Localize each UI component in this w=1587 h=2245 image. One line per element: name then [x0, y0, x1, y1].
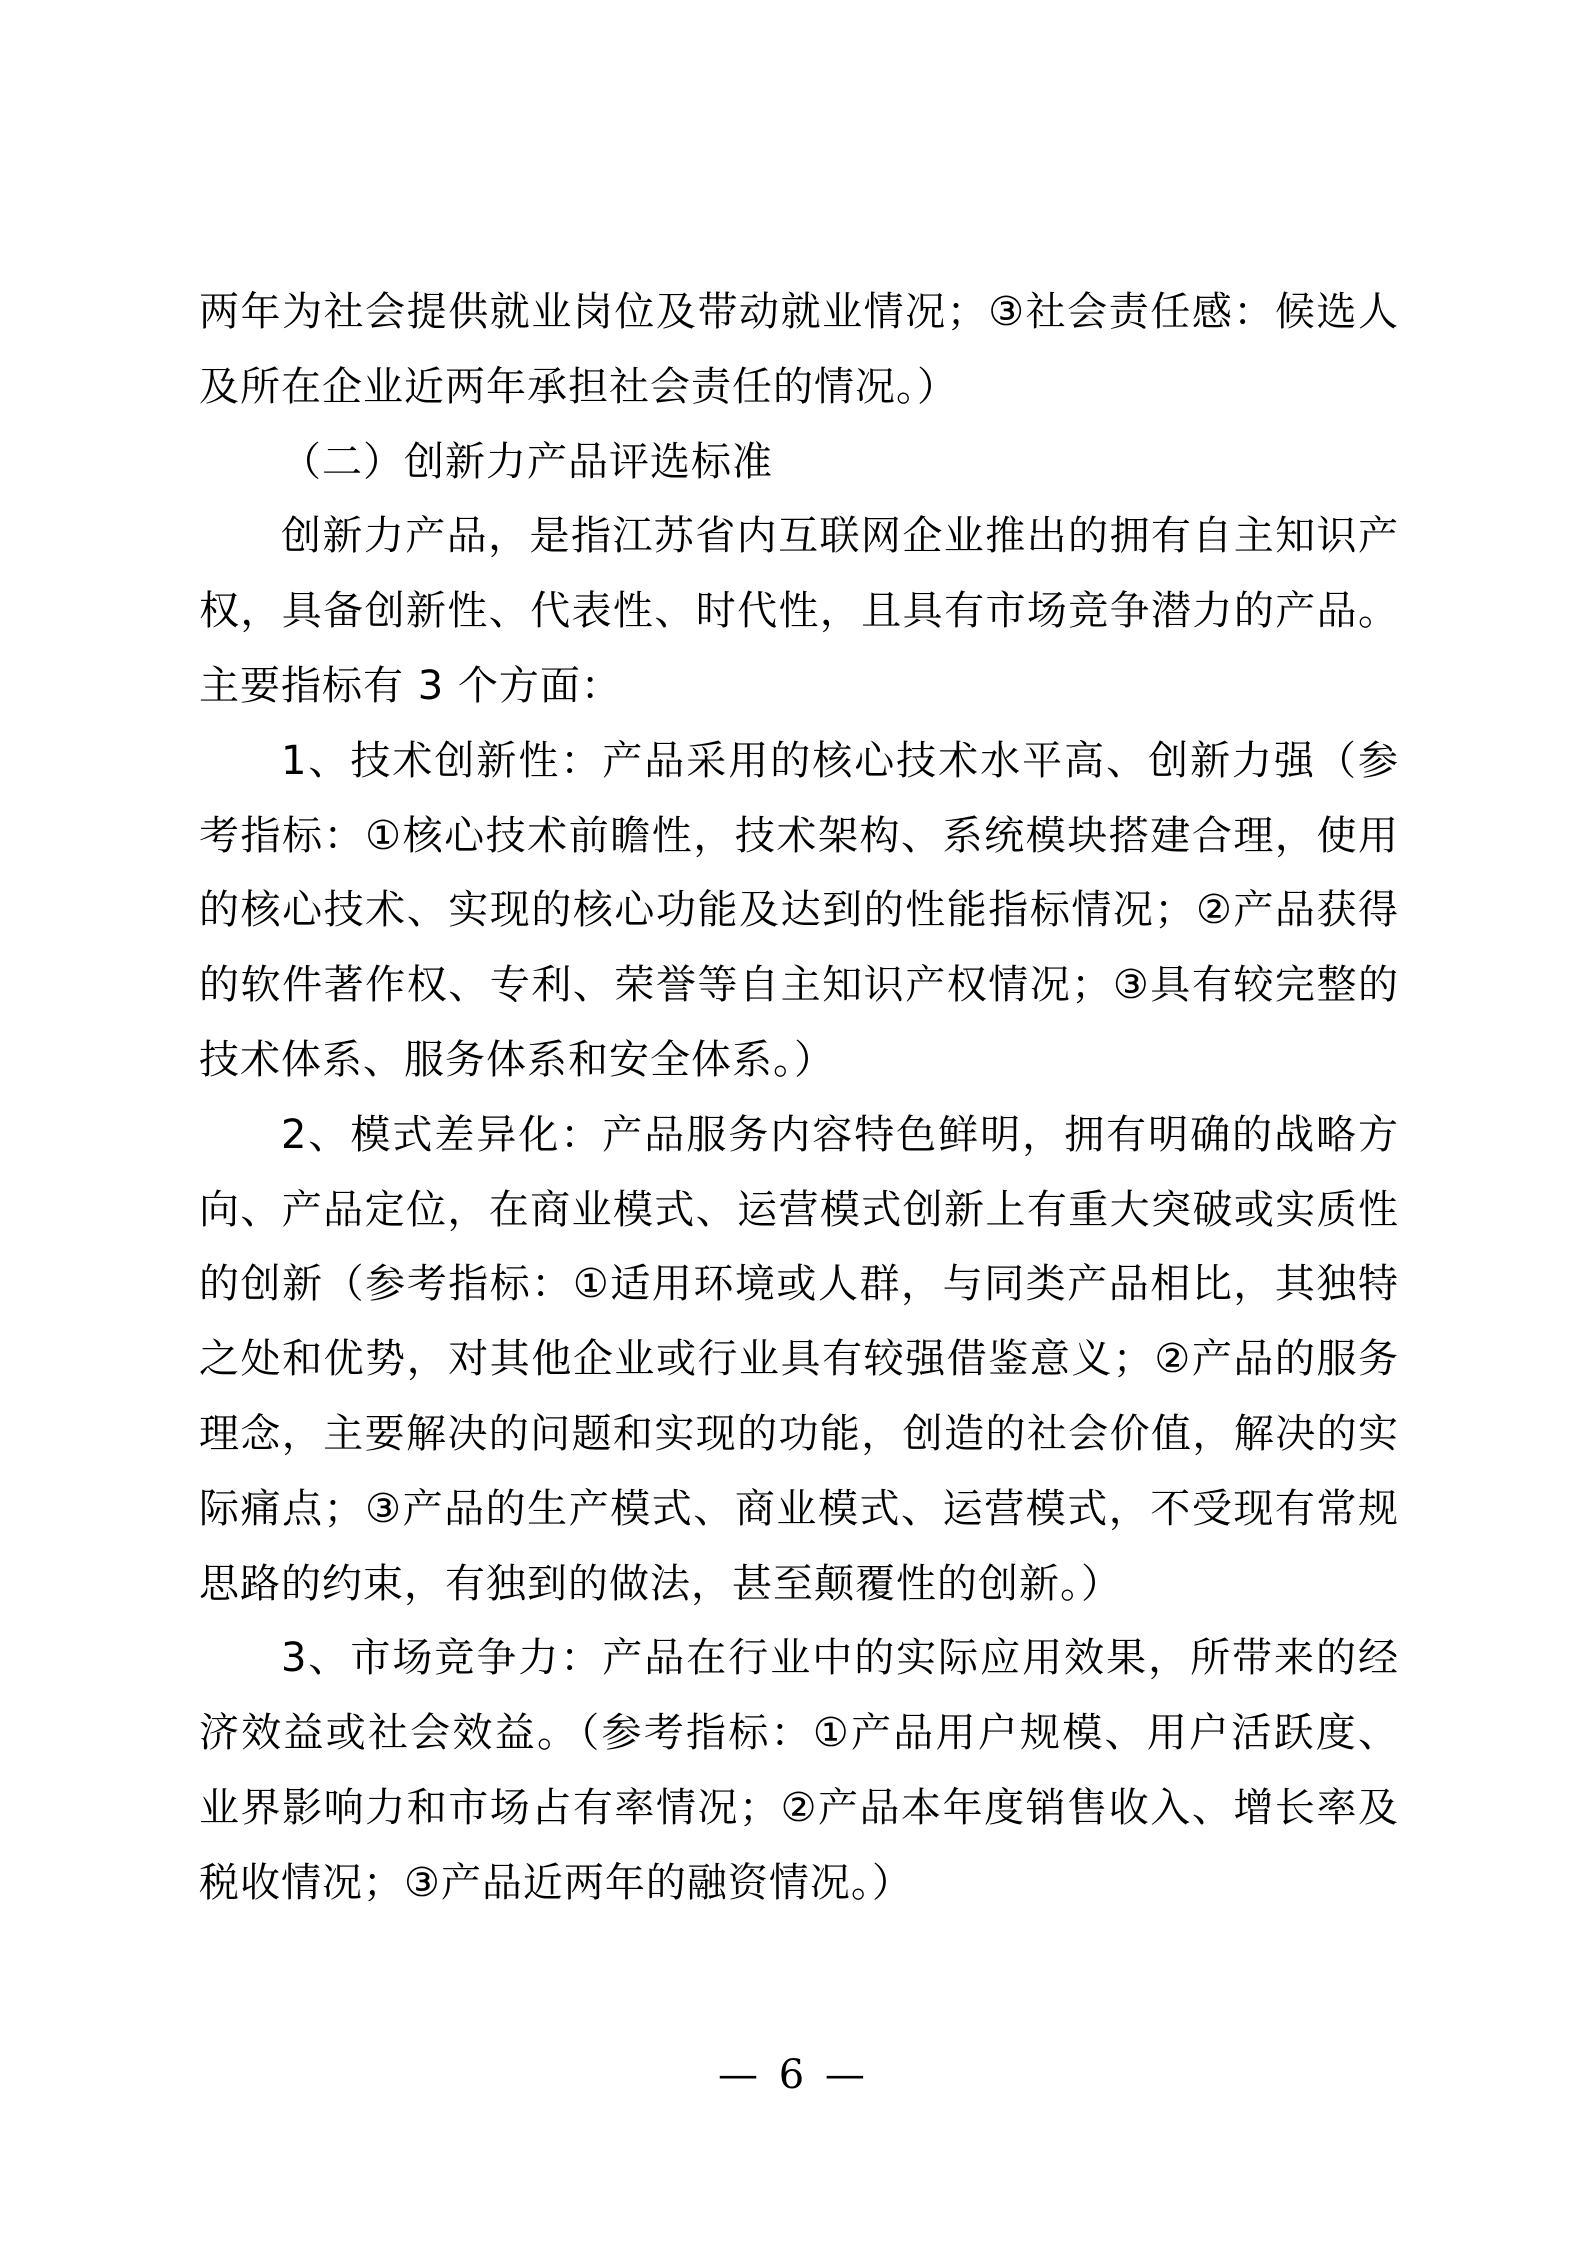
paragraph-criterion-3: 3、市场竞争力：产品在行业中的实际应用效果，所带来的经济效益或社会效益。（参考指标：①产品用户规模、用户活跃度、业界影响力和市场占有率情况；②产品本年度销售收入、增长率及税收情况；③产品近两年的融资情况。）	[199, 1635, 1399, 1906]
section-heading: （二）创新力产品评选标准	[281, 438, 773, 485]
document-body	[199, 275, 1399, 1921]
paragraph-definition: 创新力产品，是指江苏省内互联网企业推出的拥有自主知识产权，具备创新性、代表性、时代性，且具有市场竞争潜力的产品。主要指标有 3 个方面：	[199, 513, 1399, 709]
paragraph-continuation: 两年为社会提供就业岗位及带动就业情况；③社会责任感：候选人及所在企业近两年承担社会责任的情况。）	[199, 289, 1399, 410]
paragraph-criterion-2: 2、模式差异化：产品服务内容特色鲜明，拥有明确的战略方向、产品定位，在商业模式、运营模式创新上有重大突破或实质性的创新（参考指标：①适用环境或人群，与同类产品相比，其独特之处和优势，对其他企业或行业具有较强借鉴意义；②产品的服务理念，主要解决的问题和实现的功能，创造的社会价值，解决的实际痛点；③产品的生产模式、商业模式、运营模式，不受现有常规思路的约束，有独到的做法，甚至颠覆性的创新。）	[199, 1111, 1399, 1607]
paragraph-criterion-1: 1、技术创新性：产品采用的核心技术水平高、创新力强（参考指标：①核心技术前瞻性，技术架构、系统模块搭建合理，使用的核心技术、实现的核心功能及达到的性能指标情况；②产品获得的软件著作权、专利、荣誉等自主知识产权情况；③具有较完整的技术体系、服务体系和安全体系。）	[199, 737, 1399, 1083]
page-number: — 6 —	[718, 2052, 869, 2098]
